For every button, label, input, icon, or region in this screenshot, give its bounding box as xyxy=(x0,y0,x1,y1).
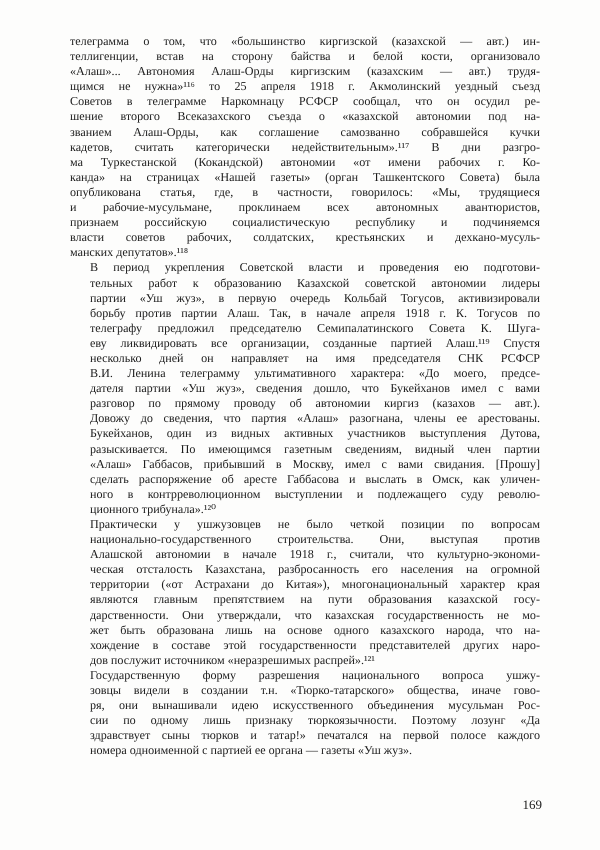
page-number: 169 xyxy=(522,797,542,812)
text-line: несколько дней он направляет на имя председателя СНК РСФСР xyxy=(90,350,540,365)
text-line: канда» на страницах «Нашей газеты» (орган Ташкентского Совета) была xyxy=(70,169,540,184)
text-line: щимся не нужна»¹¹⁶ то 25 апреля 1918 г. Акмолинский уездный съезд xyxy=(70,79,540,94)
paragraph-3 xyxy=(70,517,540,668)
text-line: ного в контрреволюционном выступлении и подлежащего суду револю- xyxy=(90,486,540,501)
text-line: еву ликвидировать все организации, созданные партией Алаш.¹¹⁹ Спустя xyxy=(90,335,540,350)
text-line: В.И. Ленина телеграмму ультимативного характера: «До моего, предсе- xyxy=(90,366,540,381)
text-line: манских депутатов».¹¹⁸ xyxy=(70,245,189,260)
text-line: зовцы видели в создании т.н. «Тюрко-татарского» общества, иначе гово- xyxy=(90,683,540,698)
text-line: номера одноименной с партией ее органа — газеты «Уш жуз». xyxy=(90,743,413,758)
paragraph-4 xyxy=(70,668,540,759)
text-line: Государственную форму разрешения национального вопроса ушжу- xyxy=(90,667,540,682)
text-line: тельных работ к образованию Казахской советской автономии лидеры xyxy=(90,275,540,290)
text-line: опубликована статья, где, в частности, говорилось: «Мы, трудящиеся xyxy=(70,184,540,199)
text-line: ческая отсталость Казахстана, разбросанность его населения на огромной xyxy=(90,562,540,577)
text-line: шение второго Всеказахского съезда о «казахской автономии под на- xyxy=(70,109,540,124)
text-line: ционного трибунала».¹²⁰ xyxy=(90,501,216,516)
text-line: власти советов рабочих, солдатских, крестьянских и дехкано-мусуль- xyxy=(70,230,540,245)
text-line: кадетов, считать категорически недействительным».¹¹⁷ В дни разгро- xyxy=(70,139,540,154)
text-line: и рабочие-мусульмане, проклинаем всех автономных авантюристов, xyxy=(70,200,540,215)
text-line: жет быть образована лишь на основе одного казахского народа, что на- xyxy=(90,622,540,637)
text-line: Букейханов, один из видных активных участников выступления Дутова, xyxy=(90,426,540,441)
paragraph-2 xyxy=(70,260,540,517)
text-line: ря, они вынашивали идею искусственного объединения мусульман Рос- xyxy=(90,698,540,713)
text-line: Довожу до сведения, что партия «Алаш» разогнана, члены ее арестованы. xyxy=(90,411,540,426)
text-line: теллигенции, встав на сторону байства и белой кости, организовало xyxy=(70,49,540,64)
text-line: разыскивается. По имеющимся газетным сведениям, видный член партии xyxy=(90,441,540,456)
text-line: Алашской автономии в начале 1918 г., считали, что культурно-экономи- xyxy=(90,547,540,562)
text-line: ма Туркестанской (Кокандской) автономии «от имени рабочих г. Ко- xyxy=(70,154,540,169)
body-text xyxy=(70,34,540,759)
text-line: дов послужит источником «неразрешимых распрей».¹²¹ xyxy=(90,652,375,667)
text-line: В период укрепления Советской власти и проведения ею подготови- xyxy=(90,260,540,275)
text-line: хождение в составе этой государственности представителей других наро- xyxy=(90,637,540,652)
text-line: телеграфу предложил председателю Семипалатинского Совета К. Шуга- xyxy=(90,320,540,335)
text-line: признаем российскую социалистическую республику и подчиняемся xyxy=(70,215,540,230)
text-line: сделать распоряжение об аресте Габбасова и выслать в Омск, как уличен- xyxy=(90,471,540,486)
text-line: борьбу против партии Алаш. Так, в начале апреля 1918 г. К. Тогусов по xyxy=(90,305,540,320)
text-line: Практически у ушжузовцев не было четкой позиции по вопросам xyxy=(90,517,540,531)
text-line: национально-государственного строительства. Они, выступая против xyxy=(90,532,540,547)
text-line: «Алаш»... Автономия Алаш-Орды киргизским (казахским — авт.) трудя- xyxy=(70,64,540,79)
text-line: партии «Уш жуз», в первую очередь Кольбай Тогусов, активизировали xyxy=(90,290,540,305)
text-line: Советов в телеграмме Наркомнацу РСФСР сообщал, что он осудил ре- xyxy=(70,94,540,109)
text-line: званием Алаш-Орды, как соглашение самозванно собравшейся кучки xyxy=(70,124,540,139)
text-line: сии по одному лишь признаку тюркоязычности. Поэтому лозунг «Да xyxy=(90,713,540,728)
text-line: разговор по прямому проводу об автономии киргиз (казахов — авт.). xyxy=(90,396,540,411)
text-line: дарственности. Они утверждали, что казахская государственность не мо- xyxy=(90,607,540,622)
text-line: являются главным препятствием на пути образования казахской госу- xyxy=(90,592,540,607)
paragraph-1 xyxy=(70,34,540,260)
text-line: территории («от Астрахани до Китая»), многонациональный характер края xyxy=(90,577,540,592)
text-line: «Алаш» Габбасов, прибывший в Москву, имел с вами свидания. [Прошу] xyxy=(90,456,540,471)
text-line: дателя партии «Уш жуз», сведения дошло, что Букейханов имел с вами xyxy=(90,381,540,396)
text-line: телеграмма о том, что «большинство киргизской (казахской — авт.) ин- xyxy=(70,34,540,48)
text-line: здравствует сыны тюрков и татар!» печатался на первой полосе каждого xyxy=(90,728,540,743)
